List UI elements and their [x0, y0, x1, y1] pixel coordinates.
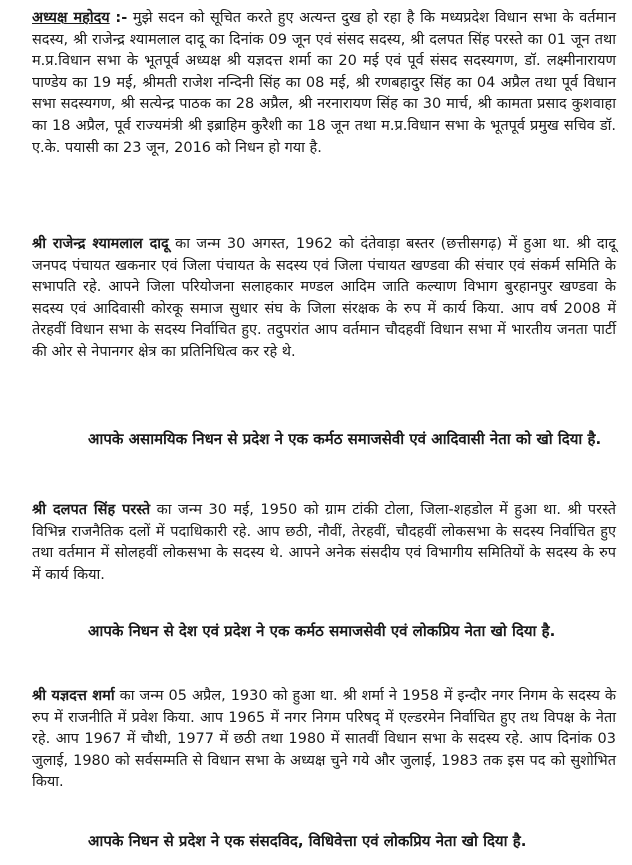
bio-paragraph — [32, 686, 616, 794]
bio-text: का जन्म 30 अगस्त, 1962 को दंतेवाड़ा बस्तर (छत्तीसगढ़) में हुआ था. श्री दादू जनपद पंचायत खकनार एवं जिला पंचायत के सदस्य एवं जिला पंचायत खण्डवा की संचार एवं संकर्म समिति के सभापति रहे. आपने जिला परियोजना सलाहकार मण्डल आदिम जाति कल्याण विभाग बुरहानपुर खण्डवा के सदस्य एवं आदिवासी कोरकू समाज सुधार संघ के जिला संरक्षक के रुप में कार्य किया. आप वर्ष 2008 में तेरहवीं विधान सभा के सदस्य निर्वाचित हुए. तदुपरांत आप वर्तमान चौदहवीं विधान सभा में भारतीय जनता पार्टी की ओर से नेपानगर क्षेत्र का प्रतिनिधित्व कर रहे थे. — [32, 236, 617, 360]
condolence-yagyadatt-sharma: आपके निधन से प्रदेश ने एक संसदविद, विधिवेत्ता एवं लोकप्रिय नेता खो दिया है. — [88, 832, 527, 850]
bio-name: श्री यज्ञदत्त शर्मा — [32, 688, 115, 704]
speaker-label: अध्यक्ष महोदय — [32, 10, 110, 26]
bio-dalpat-singh-paraste — [32, 500, 616, 586]
speaker-announcement — [32, 8, 616, 159]
bio-yagyadatt-sharma — [32, 686, 616, 794]
bio-rajendra-dadu — [32, 234, 616, 364]
condolence-rajendra-dadu: आपके असामयिक निधन से प्रदेश ने एक कर्मठ समाजसेवी एवं आदिवासी नेता को खो दिया है. — [88, 430, 602, 448]
bio-text: का जन्म 30 मई, 1950 को ग्राम टांकी टोला, जिला-शहडोल में हुआ था. श्री परस्ते विभिन्न राजनैतिक दलों में पदाधिकारी रहे. आप छठी, नौवीं, तेरहवीं, चौदहवीं लोकसभा के सदस्य निर्वाचित हुए तथा वर्तमान में सोलहवीं लोकसभा के सदस्य थे. आपने अनेक संसदीय एवं विभागीय समितियों के सदस्य के रुप में कार्य किया. — [32, 502, 617, 583]
condolence-dalpat-singh-paraste: आपके निधन से देश एवं प्रदेश ने एक कर्मठ समाजसेवी एवं लोकप्रिय नेता खो दिया है. — [88, 622, 556, 640]
speaker-separator: :- — [115, 10, 128, 26]
bio-name: श्री राजेन्द्र श्यामलाल दादू — [32, 236, 169, 252]
bio-text: का जन्म 05 अप्रैल, 1930 को हुआ था. श्री शर्मा ने 1958 में इन्दौर नगर निगम के सदस्य के रुप में राजनीति में प्रवेश किया. आप 1965 में नगर निगम परिषद् में एल्डरमेन निर्वाचित हुए तथ विपक्ष के नेता रहे. आप 1967 में चौथी, 1977 में छठी तथा 1980 में सातवीं विधान सभा के सदस्य रहे. आप दिनांक 03 जुलाई, 1980 को सर्वसम्मति से विधान सभा के अध्यक्ष चुने गये और जुलाई, 1983 तक इस पद को सुशोभित किया. — [32, 688, 617, 791]
bio-name: श्री दलपत सिंह परस्ते — [32, 502, 151, 518]
announcement-text: मुझे सदन को सूचित करते हुए अत्यन्त दुख हो रहा है कि मध्यप्रदेश विधान सभा के वर्तमान सदस्य, श्री राजेन्द्र श्यामलाल दादू का दिनांक 09 जून एवं संसद सदस्य, श्री दलपत सिंह परस्ते का 01 जून तथा म.प्र.विधान सभा के भूतपूर्व अध्यक्ष श्री यज्ञदत्त शर्मा का 20 मई एवं पूर्व संसद सदस्यगण, डॉ. लक्ष्मीनारायण पाण्डेय का 19 मई, श्रीमती राजेश नन्दिनी सिंह का 08 मई, श्री रणबहादुर सिंह का 04 अप्रैल तथा पूर्व विधान सभा सदस्यगण, श्री सत्येन्द्र पाठक का 28 अप्रैल, श्री नरनारायण सिंह का 30 मार्च, श्री कामता प्रसाद कुशवाहा का 18 अप्रैल, पूर्व राज्यमंत्री श्री इब्राहिम कुरैशी का 18 जून तथा म.प्र.विधान सभा के भूतपूर्व प्रमुख सचिव डॉ. ए.के. पयासी का 23 जून, 2016 को निधन हो गया है. — [32, 10, 616, 156]
bio-paragraph — [32, 500, 616, 586]
bio-paragraph — [32, 234, 616, 364]
